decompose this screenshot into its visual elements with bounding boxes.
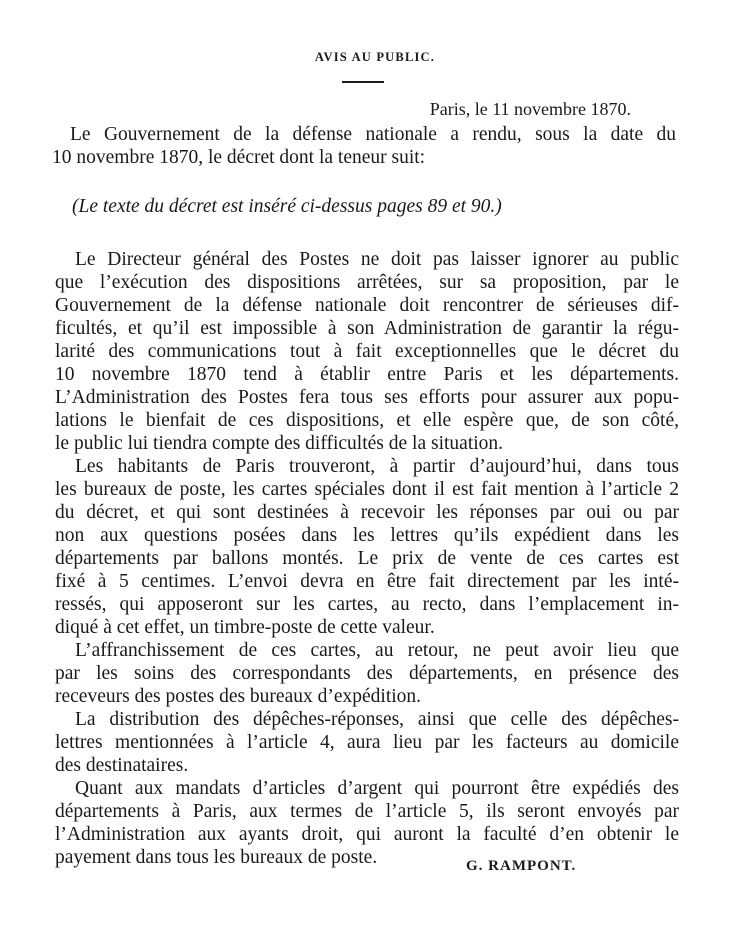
body-line: que l’exécution des dispositions arrêtées, sur sa proposition, par le xyxy=(55,272,679,293)
body-line: Les habitants de Paris trouveront, à partir d’aujourd’hui, dans tous xyxy=(75,456,679,477)
title-rule xyxy=(342,81,384,83)
body-line: départements par ballons montés. Le prix de vente de ces cartes est xyxy=(55,548,679,569)
body-line: l’Administration aux ayants droit, qui auront la faculté d’en obtenir le xyxy=(55,824,679,845)
body-line: La distribution des dépêches-réponses, ainsi que celle des dépêches- xyxy=(75,709,679,730)
notice-title: AVIS AU PUBLIC. xyxy=(314,50,436,64)
body-line: non aux questions posées dans les lettres qu’ils expédient dans les xyxy=(55,525,679,546)
body-line: larité des communications tout à fait exceptionnelles que le décret du xyxy=(55,341,679,362)
body-line: ressés, qui apposeront sur les cartes, au recto, dans l’emplacement in- xyxy=(55,594,679,615)
intro-line: 10 novembre 1870, le décret dont la teneur suit: xyxy=(52,147,426,168)
date-line: Paris, le 11 novembre 1870. xyxy=(429,99,631,119)
intro-line: Le Gouvernement de la défense nationale a rendu, sous la date du xyxy=(70,124,676,145)
body-line: L’Administration des Postes fera tous ses efforts pour assurer aux popu- xyxy=(55,387,679,408)
body-line: départements à Paris, aux termes de l’article 5, ils seront envoyés par xyxy=(55,801,679,822)
body-line: par les soins des correspondants des départements, en présence des xyxy=(55,663,679,684)
body-line: lations le bienfait de ces dispositions, et elle espère que, de son côté, xyxy=(55,410,679,431)
signature: G. RAMPONT. xyxy=(466,858,577,874)
body-line: L’affranchissement de ces cartes, au retour, ne peut avoir lieu que xyxy=(75,640,679,661)
body-line: Gouvernement de la défense nationale doit rencontrer de sérieuses dif- xyxy=(55,295,679,316)
body-line: diqué à cet effet, un timbre-poste de cette valeur. xyxy=(55,617,435,638)
body-line: 10 novembre 1870 tend à établir entre Paris et les départements. xyxy=(55,364,679,385)
body-line: Quant aux mandats d’articles d’argent qui pourront être expédiés des xyxy=(75,778,679,799)
body-line: lettres mentionnées à l’article 4, aura lieu par les facteurs au domicile xyxy=(55,732,679,753)
body-line: receveurs des postes des bureaux d’expédition. xyxy=(55,686,422,707)
body-line: payement dans tous les bureaux de poste. xyxy=(55,847,378,868)
body-line: ficultés, et qu’il est impossible à son Administration de garantir la régu- xyxy=(55,318,679,339)
body-line: fixé à 5 centimes. L’envoi devra en être fait directement par les inté- xyxy=(55,571,679,592)
body-line: le public lui tiendra compte des difficultés de la situation. xyxy=(55,433,504,454)
body-line: Le Directeur général des Postes ne doit pas laisser ignorer au public xyxy=(75,249,679,270)
body-line: les bureaux de poste, les cartes spéciales dont il est fait mention à l’article 2 xyxy=(55,479,679,500)
decree-insert-note: (Le texte du décret est inséré ci-dessus pages 89 et 90.) xyxy=(72,196,502,217)
body-line: du décret, et qui sont destinées à recevoir les réponses par oui ou par xyxy=(55,502,679,523)
body-line: des destinataires. xyxy=(55,755,189,776)
